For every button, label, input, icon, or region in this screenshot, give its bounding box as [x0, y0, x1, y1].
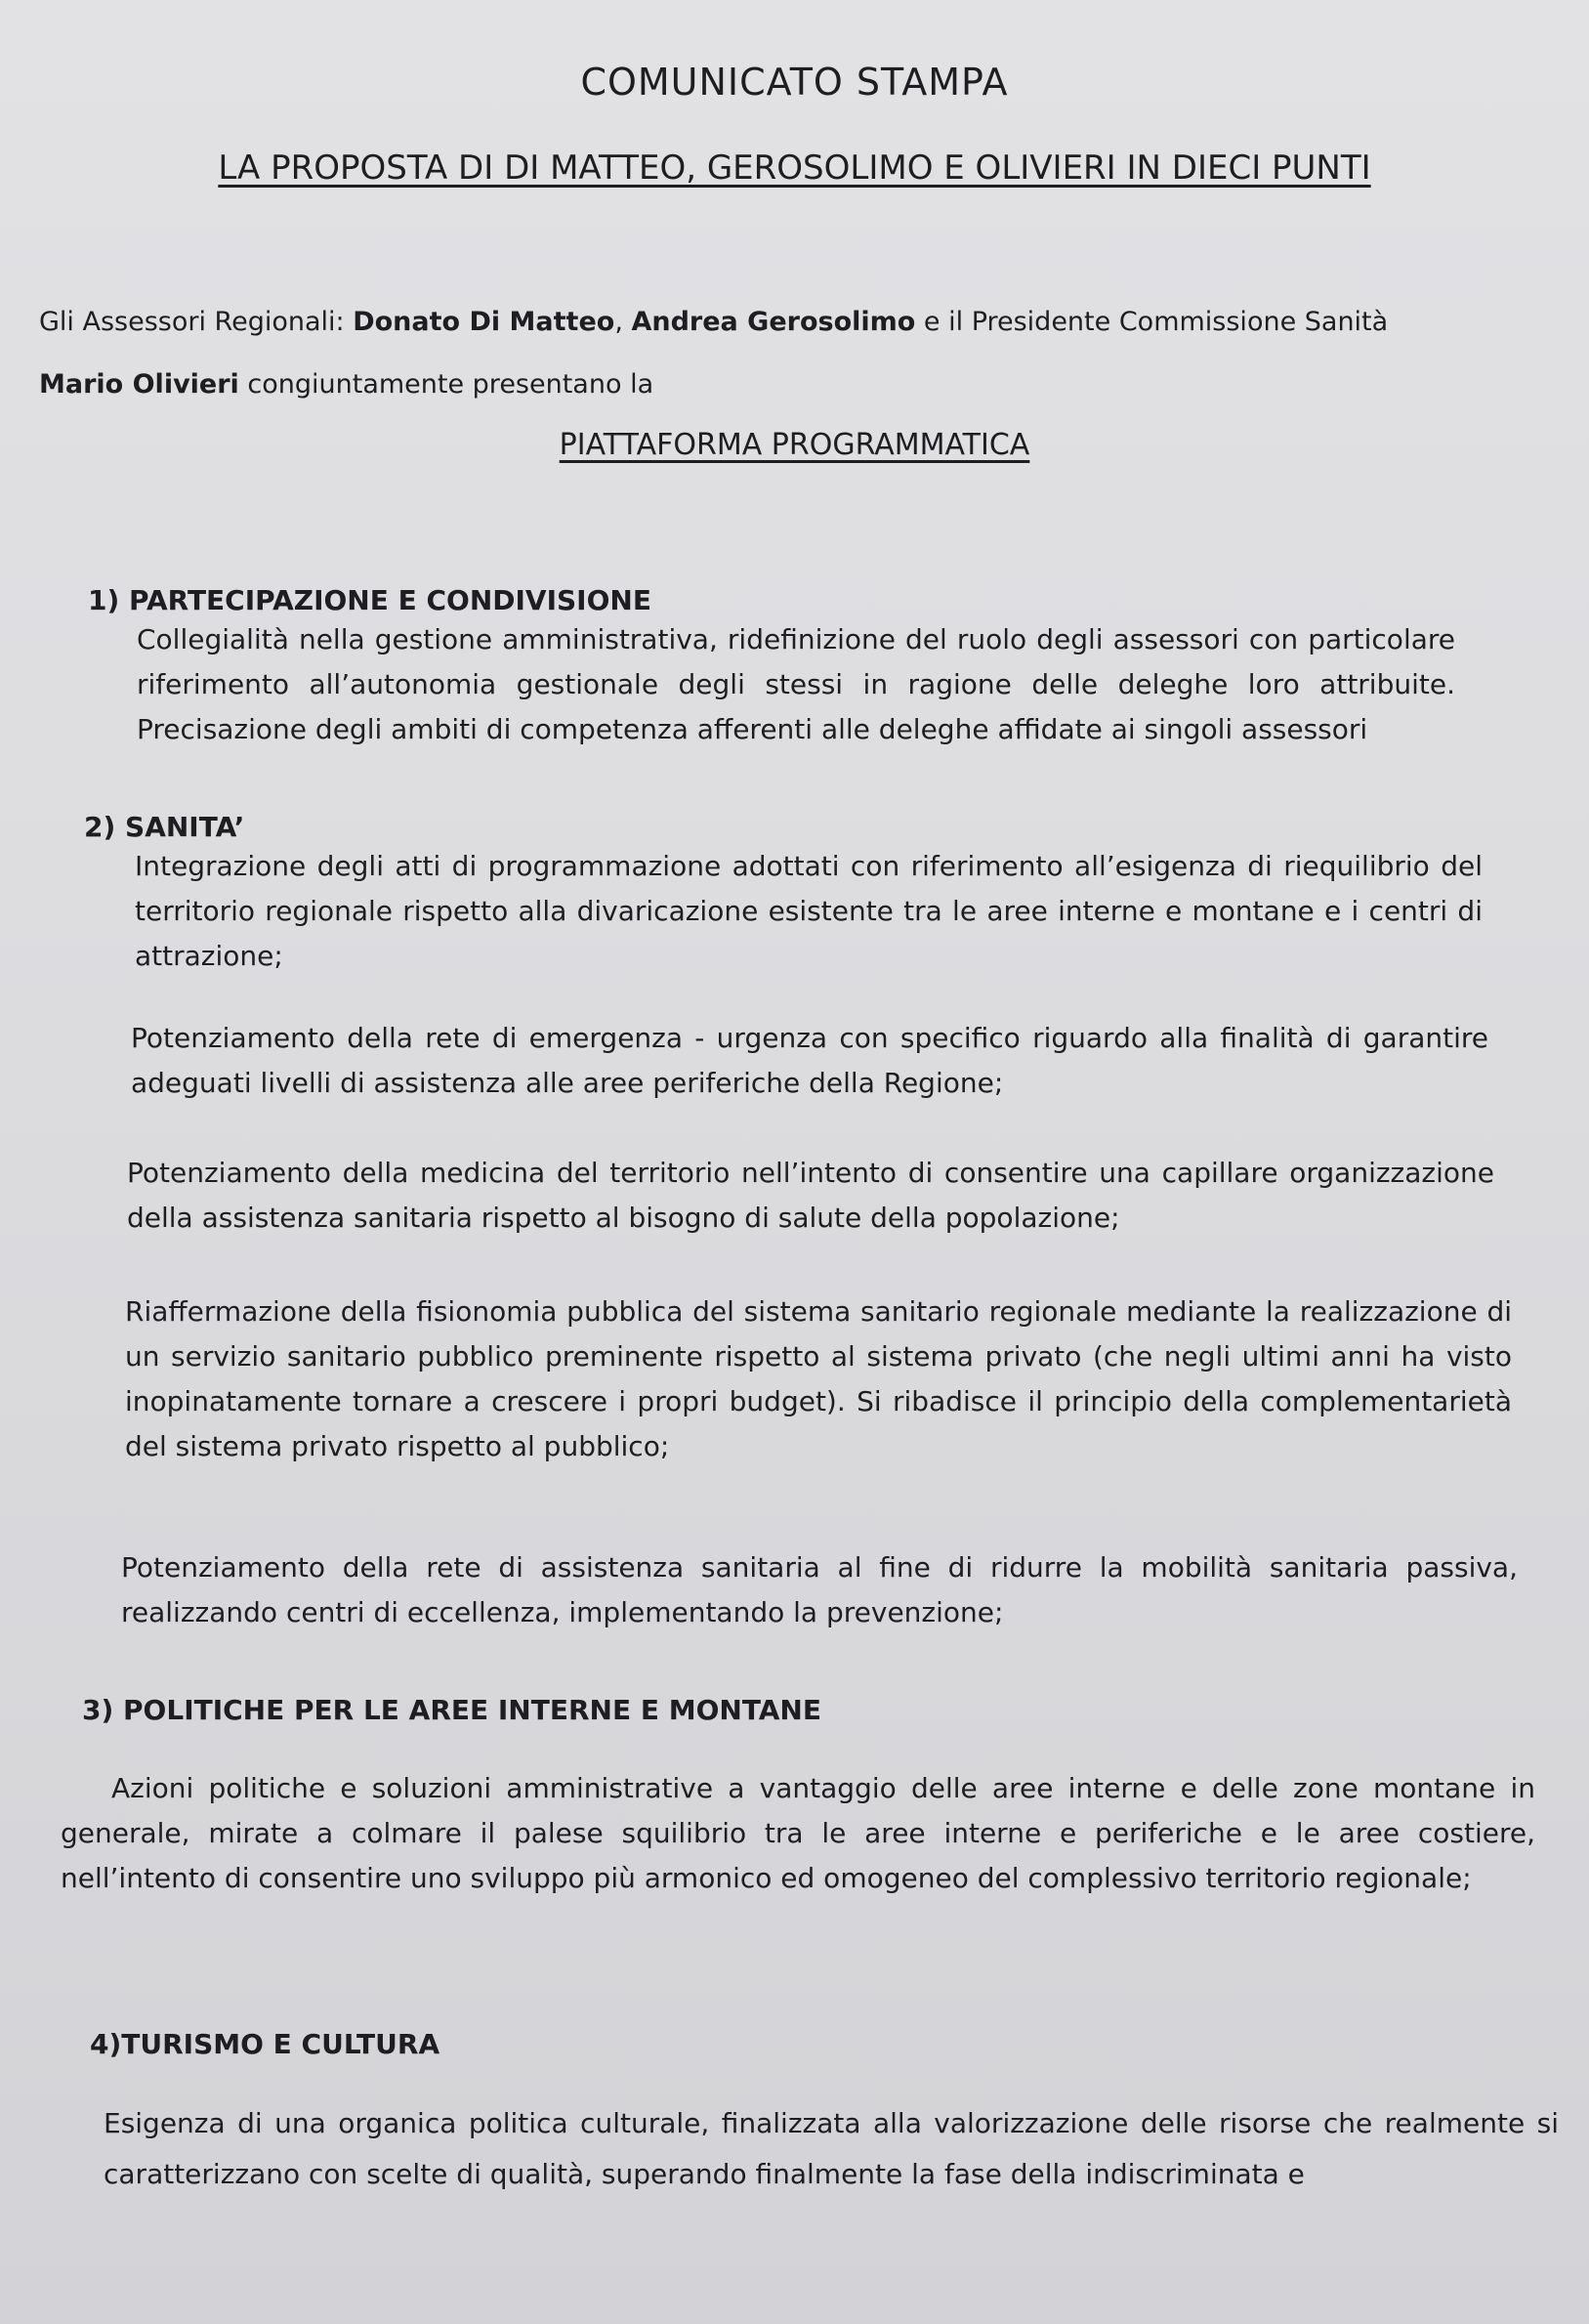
intro-name-1: Donato Di Matteo — [353, 307, 615, 337]
intro-text-4: congiuntamente presentano la — [238, 369, 654, 400]
section-2-heading: 2) SANITA’ — [84, 811, 245, 843]
intro-paragraph — [39, 291, 1426, 416]
section-3-heading: 3) POLITICHE PER LE AREE INTERNE E MONTANE — [82, 1694, 821, 1726]
section-1-heading: 1) PARTECIPAZIONE E CONDIVISIONE — [88, 584, 651, 616]
section-1-paragraph-1: Collegialità nella gestione amministrativa, ridefinizione del ruolo degli assessori con particolare riferimento all’autonomia gestionale degli stessi in ragione delle deleghe loro attribuite. Precisazione degli ambiti di competenza afferenti alle deleghe affidate ai singoli assessori — [137, 623, 1455, 745]
intro-text-2: , — [614, 307, 632, 337]
section-2-paragraph-4: Riaffermazione della fisionomia pubblica del sistema sanitario regionale mediante la realizzazione di un servizio sanitario pubblico preminente rispetto al sistema privato (che negli ultimi anni ha visto inopinatamente tornare a crescere i propri budget). Si ribadisce il principio della complementarietà del sistema privato rispetto al pubblico; — [125, 1295, 1512, 1462]
intro-name-3: Mario Olivieri — [39, 369, 239, 400]
intro-text-3: e il Presidente Commissione Sanità — [915, 307, 1389, 337]
intro-text-1: Gli Assessori Regionali: — [39, 307, 354, 337]
section-3-paragraph-1: Azioni politiche e soluzioni amministrative a vantaggio delle aree interne e delle zone montane in generale, mirate a colmare il palese squilibrio tra le aree interne e periferiche e le aree costiere, nell’intento di consentire uno sviluppo più armonico ed omogeneo del complessivo territorio regionale; — [61, 1772, 1535, 1894]
section-2-paragraph-5: Potenziamento della rete di assistenza sanitaria al fine di ridurre la mobilità sanitaria passiva, realizzando centri di eccellenza, implementando la prevenzione; — [121, 1551, 1518, 1628]
document-subtitle: LA PROPOSTA DI DI MATTEO, GEROSOLIMO E OLIVIERI IN DIECI PUNTI — [218, 148, 1371, 188]
section-4-paragraph-1: Esigenza di una organica politica culturale, finalizzata alla valorizzazione delle risorse che realmente si caratterizzano con scelte di qualità, superando finalmente la fase della indiscriminata e — [104, 2107, 1559, 2190]
document-title: COMUNICATO STAMPA — [580, 61, 1009, 104]
section-4-heading: 4)TURISMO E CULTURA — [90, 2028, 440, 2060]
section-2-paragraph-2: Potenziamento della rete di emergenza - urgenza con specifico riguardo alla finalità di garantire adeguati livelli di assistenza alle aree periferiche della Regione; — [131, 1022, 1488, 1099]
section-2-paragraph-3: Potenziamento della medicina del territorio nell’intento di consentire una capillare organizzazione della assistenza sanitaria rispetto al bisogno di salute della popolazione; — [127, 1157, 1494, 1234]
section-2-paragraph-1: Integrazione degli atti di programmazione adottati con riferimento all’esigenza di riequilibrio del territorio regionale rispetto alla divaricazione esistente tra le aree interne e montane e i centri di attrazione; — [135, 850, 1483, 972]
platform-title: PIATTAFORMA PROGRAMMATICA — [559, 428, 1030, 462]
intro-name-2: Andrea Gerosolimo — [631, 307, 916, 337]
